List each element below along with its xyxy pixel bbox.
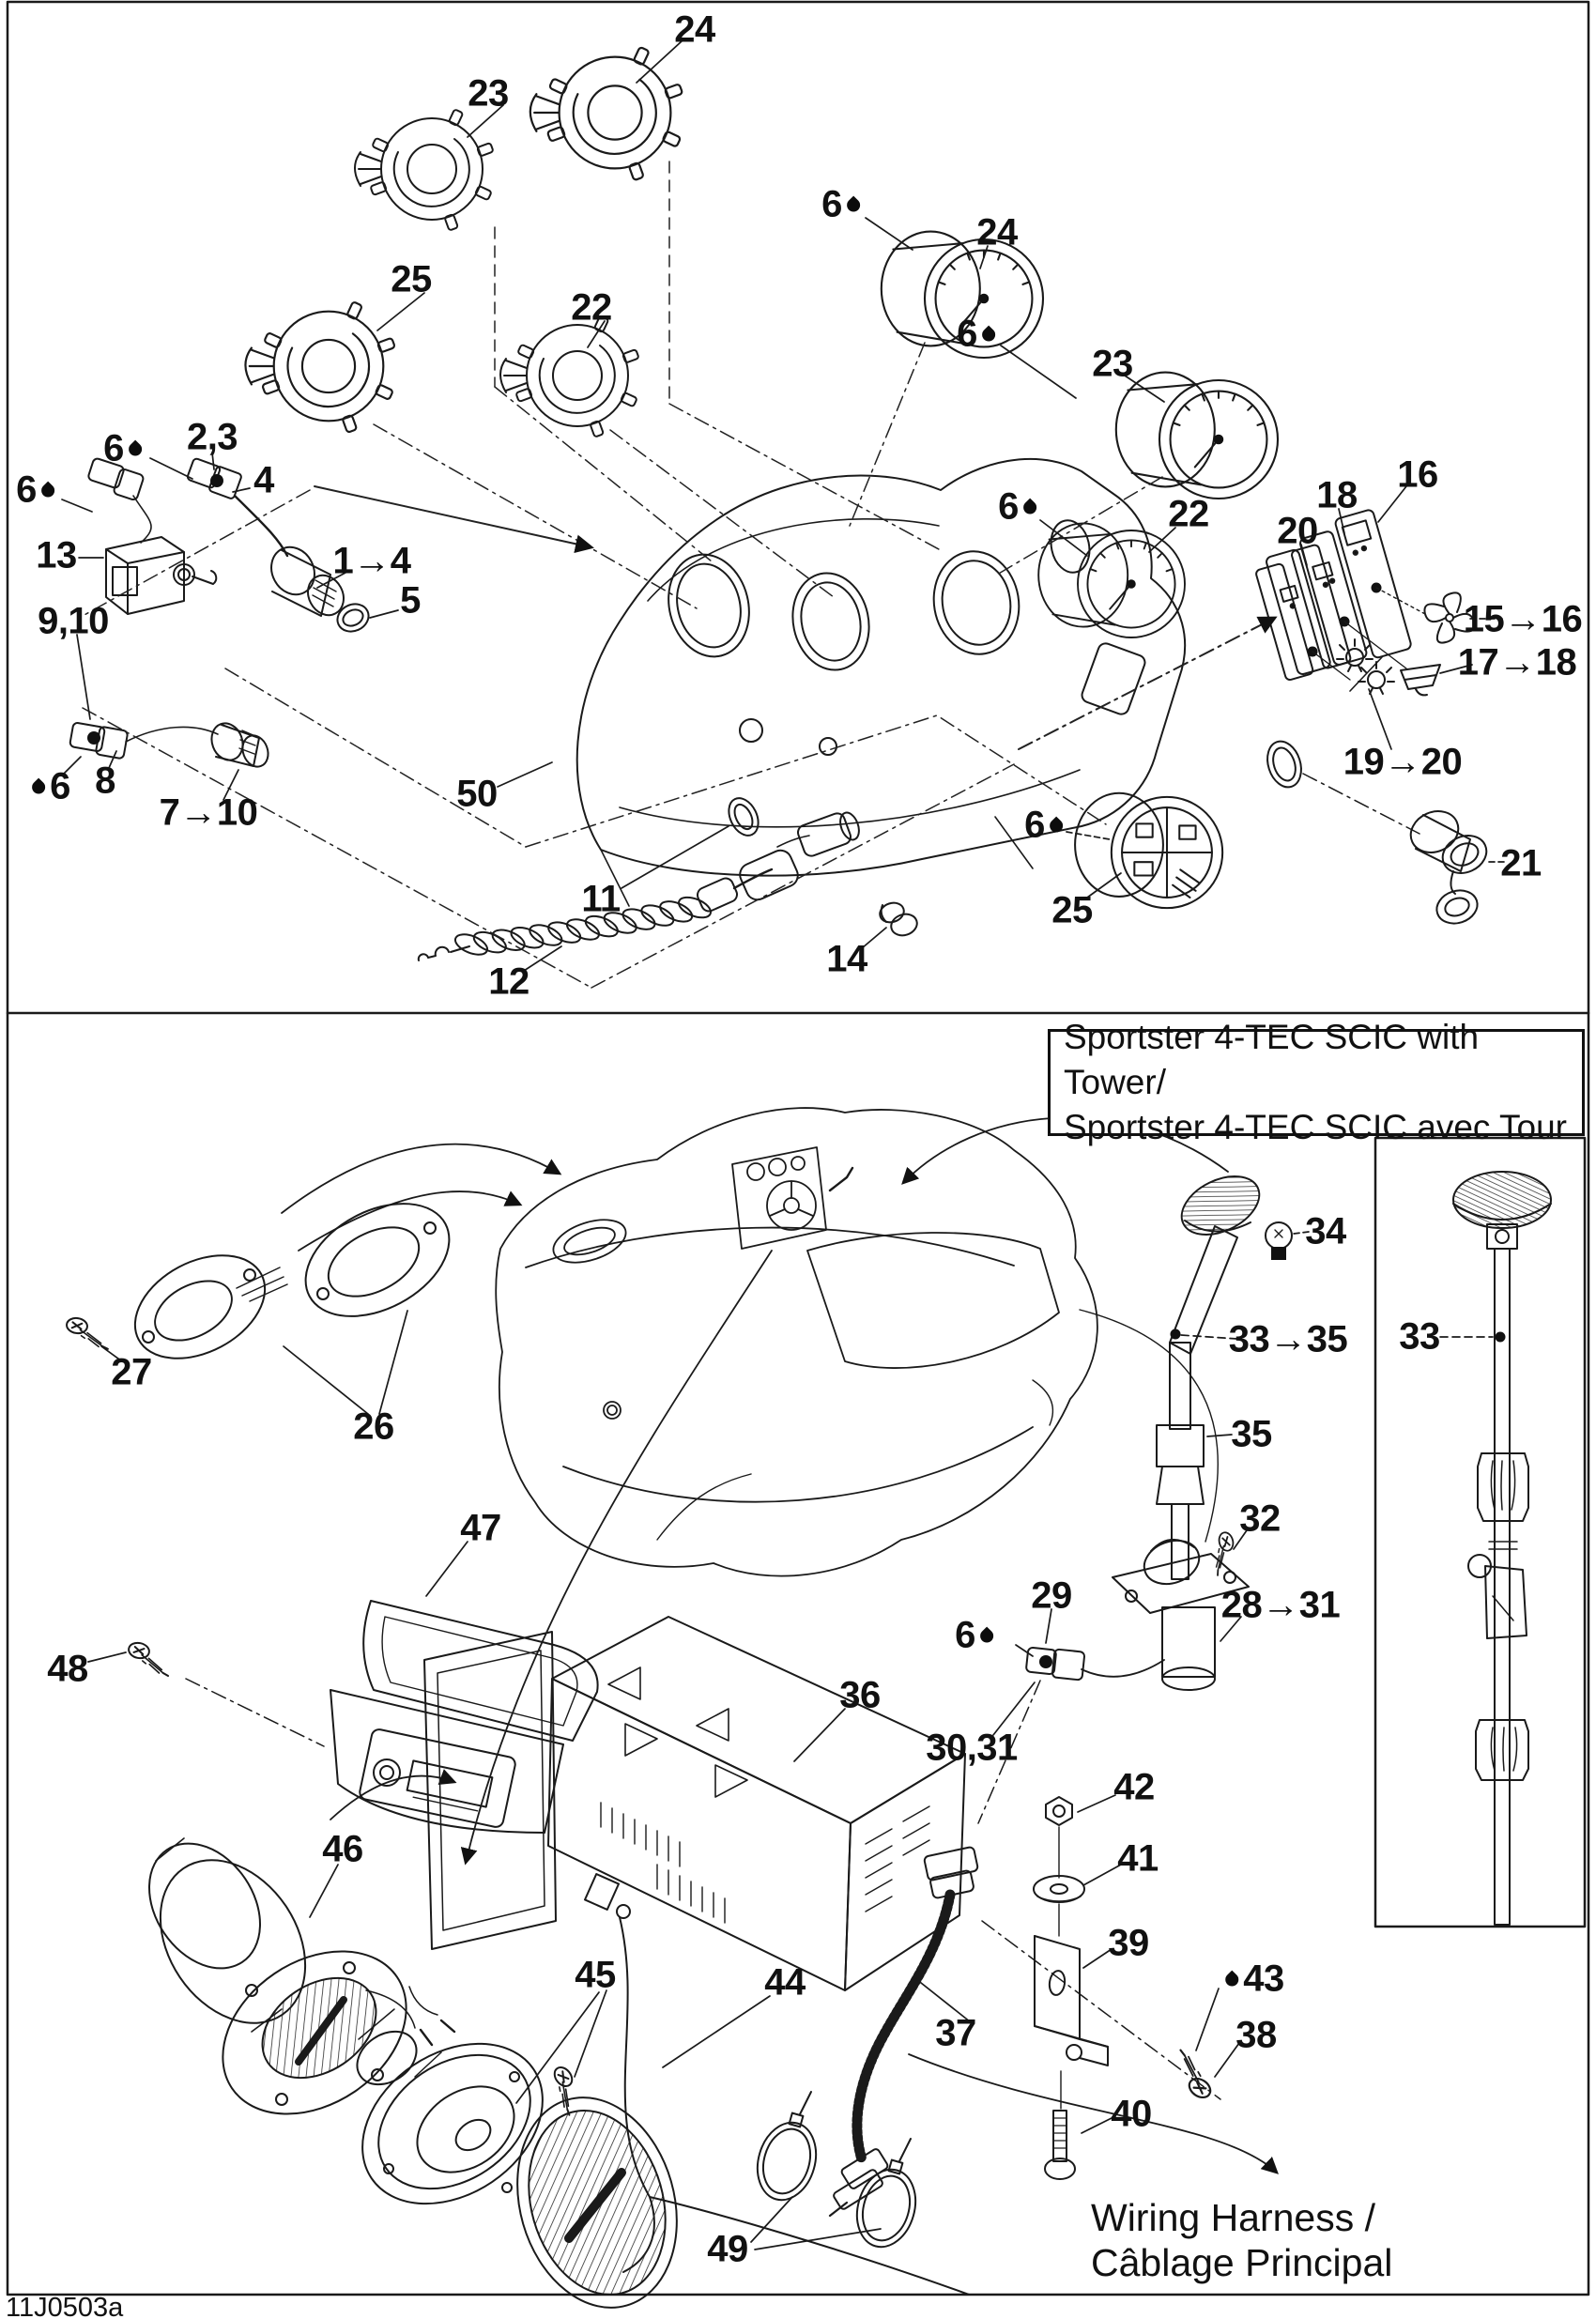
callout-39 <box>1108 1923 1149 1965</box>
callout-text: 33 <box>1399 1315 1440 1358</box>
callout-text: 6 <box>955 1614 975 1656</box>
hull-drawing <box>496 1108 1097 1576</box>
callout-text: 8 <box>95 760 115 802</box>
callout-26 <box>353 1406 394 1449</box>
callout-24 <box>674 9 715 52</box>
variant-title-box <box>1048 1017 1585 1147</box>
callout-22 <box>571 287 612 330</box>
callout-6 <box>998 486 1041 529</box>
callout-6 <box>27 766 70 808</box>
callout-25 <box>1051 890 1093 932</box>
callout-11 <box>581 879 620 921</box>
oil-drop-icon <box>979 325 998 344</box>
callout-36 <box>839 1675 881 1717</box>
callout-45 <box>575 1955 616 1997</box>
callout-text: 44 <box>764 1961 806 2004</box>
callout-21 <box>1500 843 1542 885</box>
callout-2-3 <box>187 417 238 459</box>
callout-text: 1→4 <box>332 540 411 582</box>
callout-text: 20 <box>1277 510 1318 552</box>
callout-text: 18 <box>1316 474 1358 516</box>
callout-text: 6 <box>821 183 842 225</box>
callout-25 <box>391 259 432 301</box>
callout-text: 38 <box>1235 2014 1277 2056</box>
connector-6-upper <box>87 457 151 543</box>
callout-17-18 <box>1458 642 1576 684</box>
callout-text: 11 <box>581 878 621 920</box>
callout-text: 29 <box>1031 1574 1072 1617</box>
callout-text: 48 <box>47 1648 88 1690</box>
callout-43 <box>1220 1958 1284 2001</box>
callout-text: 21 <box>1500 842 1542 884</box>
cap-14 <box>878 899 920 938</box>
callout-9-10 <box>38 601 109 643</box>
callout-44 <box>764 1962 806 2004</box>
variant-title-line1: Sportster 4-TEC SCIC with Tower/ <box>1064 1017 1480 1101</box>
callout-23 <box>468 73 509 115</box>
callout-16 <box>1397 454 1438 497</box>
callout-text: 25 <box>391 258 432 300</box>
callout-text: 22 <box>571 286 612 329</box>
callout-text: 17→18 <box>1457 641 1577 683</box>
callout-text: 43 <box>1243 1958 1284 2000</box>
callout-text: 9,10 <box>38 600 109 642</box>
callout-text: 26 <box>353 1405 394 1448</box>
callout-text: 35 <box>1231 1413 1272 1455</box>
wiring-harness-line2: Câblage Principal <box>1091 2241 1393 2285</box>
callout-7-10 <box>160 792 258 835</box>
drawing-number: 11J0503a <box>6 2293 124 2319</box>
wiring-harness-label <box>1091 2195 1392 2286</box>
wiring-harness-line1: Wiring Harness / <box>1091 2196 1376 2239</box>
callout-6 <box>103 428 146 470</box>
callout-text: 41 <box>1117 1837 1159 1880</box>
callout-text: 49 <box>707 2228 748 2270</box>
ring-11 <box>723 793 764 840</box>
speaker-46 <box>127 1822 454 2147</box>
callout-text: 5 <box>400 579 421 622</box>
callout-6 <box>821 184 865 226</box>
gauge-holders <box>245 47 683 438</box>
callout-text: 27 <box>111 1351 152 1393</box>
callout-28-31 <box>1221 1585 1340 1627</box>
oil-drop-icon <box>844 195 863 214</box>
callout-text: 23 <box>1092 343 1133 385</box>
callout-text: 25 <box>1051 889 1093 931</box>
callout-text: 30,31 <box>926 1727 1018 1769</box>
radio-cover-47 <box>125 1601 598 1833</box>
callout-1-4 <box>333 541 411 583</box>
callout-text: 7→10 <box>159 791 258 834</box>
callout-text: 40 <box>1111 2093 1152 2135</box>
callout-text: 34 <box>1305 1210 1346 1252</box>
callout-text: 46 <box>322 1828 363 1870</box>
callout-text: 15→16 <box>1463 598 1583 640</box>
safety-lanyard-12 <box>419 810 863 960</box>
callout-text: 45 <box>575 1954 616 1996</box>
callout-text: 4 <box>253 459 274 501</box>
callout-text: 24 <box>976 211 1018 253</box>
callout-19-20 <box>1343 742 1462 784</box>
callout-32 <box>1239 1498 1281 1541</box>
wiring-harness-37 <box>830 1681 1220 2216</box>
callout-22 <box>1168 494 1209 536</box>
callout-29 <box>1031 1575 1072 1618</box>
callout-text: 22 <box>1168 493 1209 535</box>
horn-icon <box>1401 665 1440 695</box>
callout-text: 28→31 <box>1220 1584 1341 1626</box>
callout-46 <box>322 1829 363 1871</box>
callout-37 <box>935 2013 976 2055</box>
callout-47 <box>460 1508 501 1550</box>
callout-text: 6 <box>1024 804 1045 846</box>
callout-text: 32 <box>1239 1497 1281 1540</box>
callout-text: 6 <box>998 485 1019 528</box>
callout-text: 6 <box>103 427 124 469</box>
callout-text: 14 <box>826 938 867 980</box>
callout-18 <box>1316 475 1358 517</box>
callout-6 <box>955 1615 998 1657</box>
callout-27 <box>111 1352 152 1394</box>
callout-12 <box>488 961 529 1004</box>
callout-33 <box>1399 1316 1440 1359</box>
callout-text: 6 <box>50 765 70 807</box>
callout-text: 19→20 <box>1343 741 1463 783</box>
callout-42 <box>1113 1767 1155 1809</box>
callout-5 <box>400 580 421 622</box>
callout-text: 16 <box>1397 453 1438 496</box>
oil-drop-icon <box>38 481 57 499</box>
construction-lines-top <box>83 161 1275 988</box>
callout-text: 42 <box>1113 1766 1155 1808</box>
ski-pylon-33-boxed <box>1453 1172 1551 1925</box>
callout-13 <box>36 535 77 577</box>
variant-title-line2: Sportster 4-TEC SCIC avec Tour <box>1064 1108 1567 1147</box>
callout-34 <box>1305 1211 1346 1253</box>
callout-8 <box>95 760 115 803</box>
leader-lines-top <box>62 41 1504 971</box>
callout-text: 6 <box>16 468 37 511</box>
callout-41 <box>1117 1838 1159 1881</box>
callout-23 <box>1092 344 1133 386</box>
callout-text: 33→35 <box>1228 1318 1348 1360</box>
callout-38 <box>1235 2015 1277 2057</box>
oil-drop-icon <box>126 439 145 458</box>
speaker-plates-26 <box>64 1181 468 1380</box>
callout-text: 24 <box>674 8 715 51</box>
power-outlet-21 <box>1404 804 1493 929</box>
callout-text: 23 <box>468 72 509 115</box>
connector-29-30-31 <box>1026 1648 1164 1681</box>
oil-drop-icon <box>1047 816 1066 835</box>
callout-text: 12 <box>488 960 529 1003</box>
oil-drop-icon <box>1222 1970 1241 1989</box>
callout-text: 37 <box>935 2012 976 2054</box>
oil-drop-icon <box>29 777 48 796</box>
callout-14 <box>826 939 867 981</box>
callout-text: 50 <box>456 773 498 815</box>
switch-13 <box>106 537 216 614</box>
leader-lines-bottom <box>88 1232 1506 2250</box>
console-housing <box>577 459 1185 906</box>
cable-ties-49 <box>749 2092 925 2254</box>
radio-36 <box>424 1617 965 1990</box>
callout-6 <box>1024 805 1067 847</box>
callout-24 <box>976 212 1018 254</box>
speaker-grille <box>494 2079 700 2319</box>
callout-48 <box>47 1649 88 1691</box>
callout-text: 36 <box>839 1674 881 1716</box>
oil-drop-icon <box>977 1626 996 1645</box>
callout-text: 13 <box>36 534 77 576</box>
callout-6 <box>16 469 59 512</box>
callout-40 <box>1111 2094 1152 2136</box>
oil-drop-icon <box>1021 498 1039 516</box>
callout-text: 39 <box>1108 1922 1149 1964</box>
callout-15-16 <box>1464 599 1582 641</box>
callout-33-35 <box>1229 1319 1347 1361</box>
switch-panel <box>1248 509 1425 683</box>
callout-35 <box>1231 1414 1272 1456</box>
callout-50 <box>456 774 498 816</box>
callout-text: 2,3 <box>186 416 238 458</box>
callout-6 <box>957 314 1000 356</box>
callout-text: 47 <box>460 1507 501 1549</box>
callout-20 <box>1277 511 1318 553</box>
callout-4 <box>253 460 274 502</box>
guide-arrows-bottom <box>282 1117 1277 2173</box>
callout-49 <box>707 2229 748 2271</box>
callout-30-31 <box>926 1728 1018 1770</box>
callout-text: 6 <box>957 313 977 355</box>
